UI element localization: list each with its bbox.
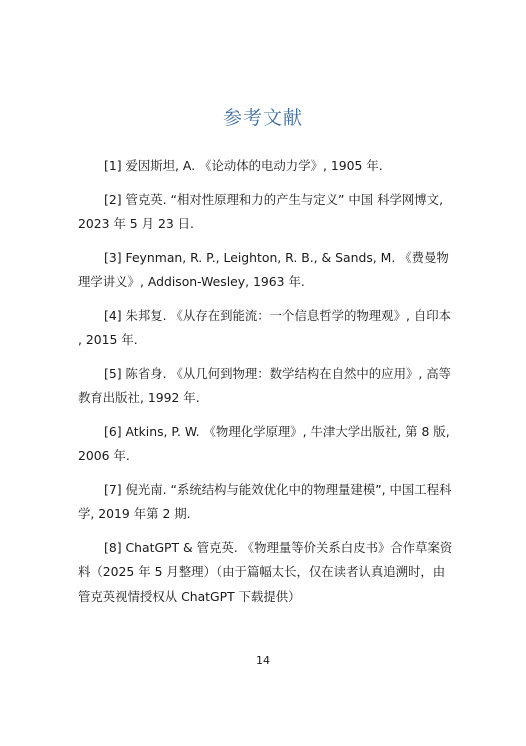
page-number: 14	[256, 654, 270, 667]
reference-item: [1] 爱因斯坦, A. 《论动体的电动力学》, 1905 年.	[104, 158, 383, 173]
reference-item: [6] Atkins, P. W. 《物理化学原理》, 牛津大学出版社, 第 8 版, 2006 年.	[78, 423, 450, 463]
page-title: 参考文献	[222, 107, 303, 129]
reference-item: [7] 倪光南. “系统结构与能效优化中的物理量建模”, 中国工程科学, 2019 年第 2 期.	[78, 481, 452, 521]
reference-item: [2] 管克英. “相对性原理和力的产生与定义” 中国 科学网博文, 2023 年 5 月 23 日.	[78, 191, 444, 231]
reference-item: [8] ChatGPT & 管克英. 《物理量等价关系白皮书》合作草案资料（2025 年 5 月整理）（由于篇幅太长，仅在读者认真追溯时，由管克英视情授权从 ChatGPT 下载提供）	[78, 539, 453, 604]
reference-item: [4] 朱邦复. 《从存在到能流：一个信息哲学的物理观》, 自印本 , 2015 年.	[78, 307, 452, 347]
reference-item: [5] 陈省身. 《从几何到物理：数学结构在自然中的应用》, 高等教育出版社, 1992 年.	[78, 365, 452, 405]
reference-item: [3] Feynman, R. P., Leighton, R. B., & Sands, M. 《费曼物理学讲义》, Addison-Wesley, 1963 年.	[78, 249, 449, 289]
reference-list	[78, 154, 454, 618]
